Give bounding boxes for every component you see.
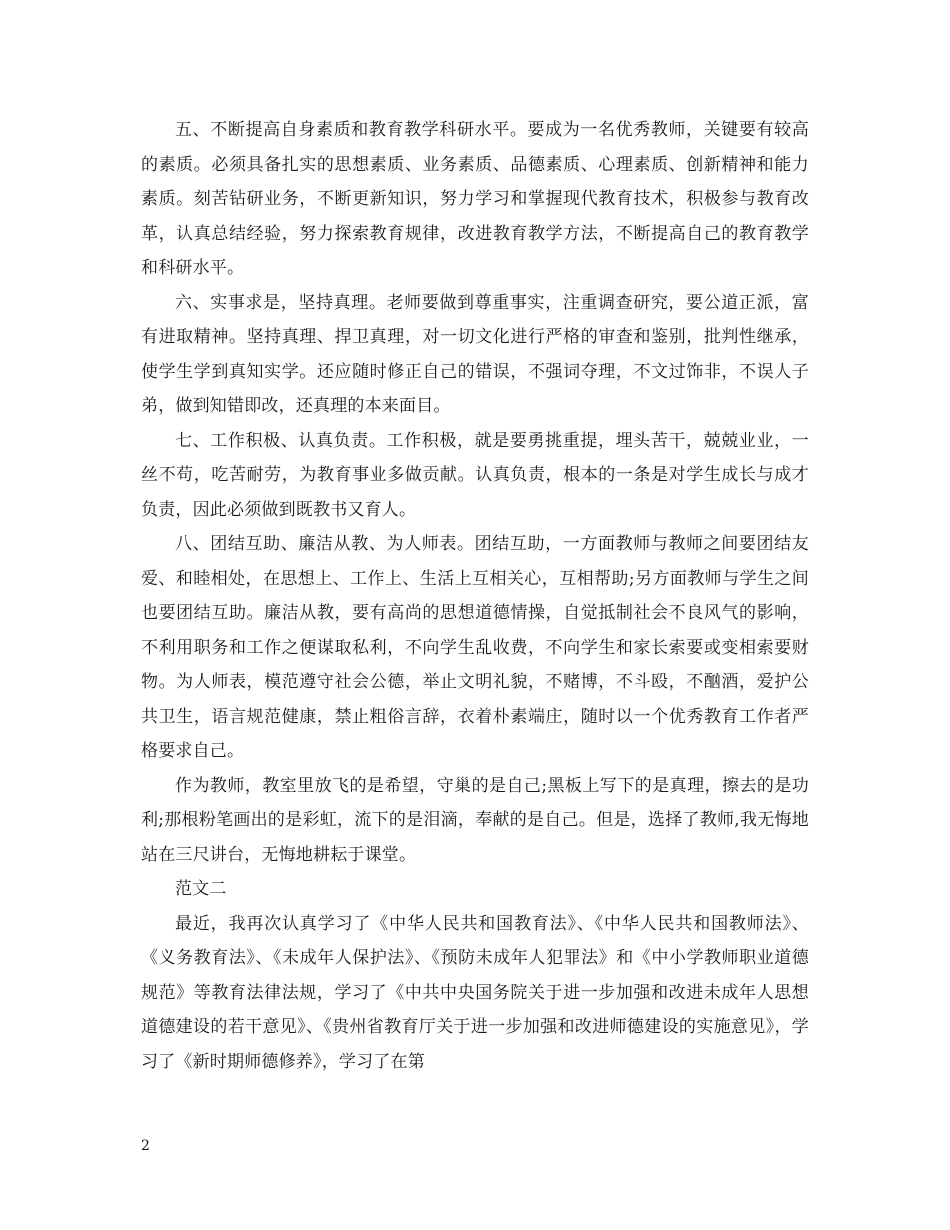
- document-body: [141, 113, 809, 1079]
- paragraph-5-self-improvement: 五、不断提高自身素质和教育教学科研水平。要成为一名优秀教师，关键要有较高的素质。必须具备扎实的思想素质、业务素质、品德素质、心理素质、创新精神和能力素质。刻苦钻研业务，不断更新知识，努力学习和掌握现代教育技术，积极参与教育改革，认真总结经验，努力探索教育规律，改进教育教学方法，不断提高自己的教育教学和科研水平。: [141, 120, 809, 278]
- paragraph-teacher-reflection: 作为教师，教室里放飞的是希望，守巢的是自己;黑板上写下的是真理，擦去的是功利;那根粉笔画出的是彩虹，流下的是泪滴，奉献的是自己。但是，选择了教师,我无悔地站在三尺讲台，无悔地耕耘于课堂。: [141, 775, 809, 865]
- paragraph-6-truth-seeking: 六、实事求是，坚持真理。老师要做到尊重事实，注重调查研究，要公道正派，富有进取精神。坚持真理、捍卫真理，对一切文化进行严格的审查和鉴别，批判性继承，使学生学到真知实学。还应随时修正自己的错误，不强词夺理，不文过饰非，不误人子弟，做到知错即改，还真理的本来面目。: [141, 292, 809, 416]
- paragraph-7-work-ethic: 七、工作积极、认真负责。工作积极，就是要勇挑重提，埋头苦干，兢兢业业，一丝不苟，吃苦耐劳，为教育事业多做贡献。认真负责，根本的一条是对学生成长与成才负责，因此必须做到既教书又育人。: [141, 430, 809, 520]
- page-number: 2: [141, 1138, 150, 1154]
- section-heading-sample-two: 范文二: [175, 879, 227, 899]
- paragraph-8-unity-integrity: 八、团结互助、廉洁从教、为人师表。团结互助，一方面教师与教师之间要团结友爱、和睦相处，在思想上、工作上、生活上互相关心，互相帮助;另方面教师与学生之间也要团结互助。廉洁从教，要有高尚的思想道德情操，自觉抵制社会不良风气的影响，不利用职务和工作之便谋取私利，不向学生乱收费，不向学生和家长索要或变相索要财物。为人师表，模范遵守社会公德，举止文明礼貌，不赌博，不斗殴，不酗酒，爱护公共卫生，语言规范健康，禁止粗俗言辞，衣着朴素端庄，随时以一个优秀教育工作者严格要求自己。: [141, 534, 809, 761]
- paragraph-sample-two-intro: 最近，我再次认真学习了《中华人民共和国教育法》、《中华人民共和国教师法》、《义务教育法》、《未成年人保护法》、《预防未成年人犯罪法》和《中小学教师职业道德规范》等教育法律法规，学习了《中共中央国务院关于进一步加强和改进未成年人思想道德建设的若干意见》、《贵州省教育厅关于进一步加强和改进师德建设的实施意见》，学习了《新时期师德修养》，学习了在第: [141, 913, 809, 1072]
